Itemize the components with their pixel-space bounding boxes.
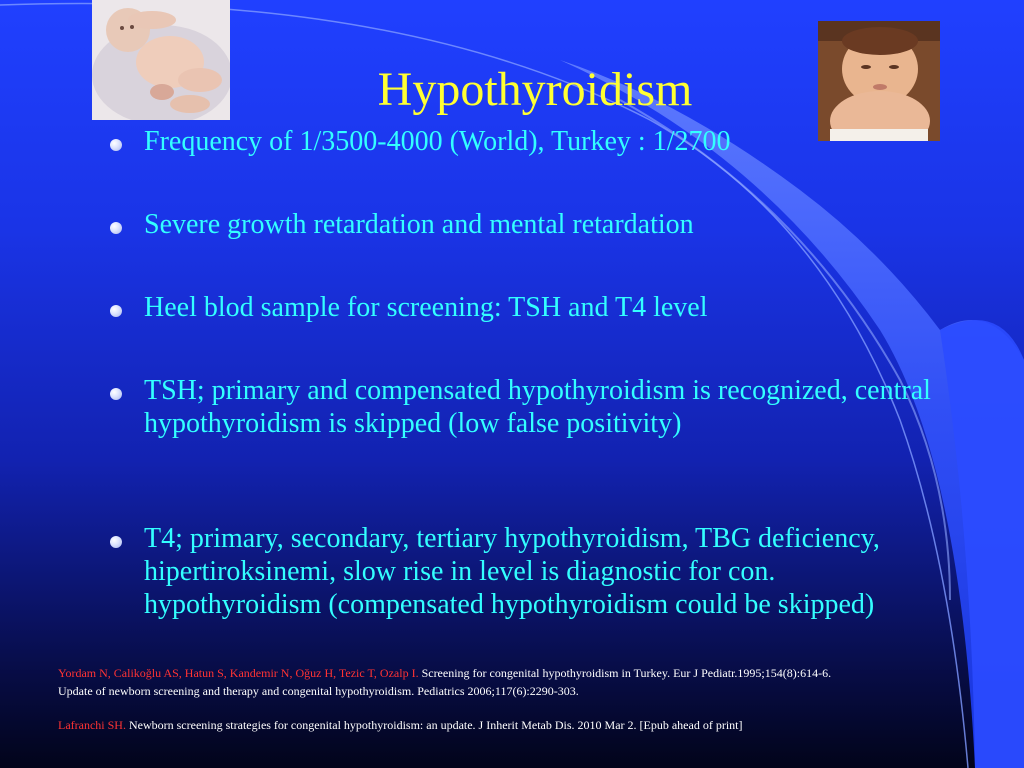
bullet-dot-icon [110, 139, 122, 151]
reference-1-text: Screening for congenital hypothyroidism in Turkey. Eur J Pediatr.1995;154(8):614-6. [418, 666, 832, 680]
bullet-dot-icon [110, 536, 122, 548]
bullet-text: Heel blod sample for screening: TSH and T4 level [144, 292, 708, 323]
reference-1-authors: Yordam N, Calikoğlu AS, Hatun S, Kandemir N, Oğuz H, Tezic T, Ozalp I. [58, 666, 419, 680]
bullet-text: Frequency of 1/3500-4000 (World), Turkey : 1/2700 [144, 126, 731, 157]
baby-photo-right [818, 21, 940, 141]
bullet-dot-icon [110, 388, 122, 400]
reference-1 [58, 664, 1008, 682]
bullet-dot-icon [110, 222, 122, 234]
bullet-dot-icon [110, 305, 122, 317]
bullet-text: Severe growth retardation and mental retardation [144, 209, 694, 240]
slide-title: Hypothyroidism [377, 63, 693, 116]
reference-2: Update of newborn screening and therapy and congenital hypothyroidism. Pediatrics 2006;117(6):2290-303. [58, 684, 579, 698]
bullet-item [110, 125, 944, 158]
bullet-item [110, 208, 944, 241]
bullet-text: TSH; primary and compensated hypothyroidism is recognized, central hypothyroidism is skipped (low false positivity) [144, 375, 931, 439]
reference-3 [58, 716, 1008, 734]
bullet-item [110, 374, 944, 440]
bullet-item [110, 522, 944, 621]
references [58, 664, 1008, 734]
bullet-text: T4; primary, secondary, tertiary hypothyroidism, TBG deficiency, hipertiroksinemi, slow rise in level is diagnostic for con. hypothyroidism (compensated hypothyroidism could be skipped) [144, 523, 880, 620]
reference-3-authors: Lafranchi SH. [58, 718, 126, 732]
reference-3-text: Newborn screening strategies for congenital hypothyroidism: an update. J Inherit Metab Dis. 2010 Mar 2. [Epub ahead of print] [125, 718, 743, 732]
bullet-item [110, 291, 944, 324]
baby-photo-left [92, 0, 230, 120]
